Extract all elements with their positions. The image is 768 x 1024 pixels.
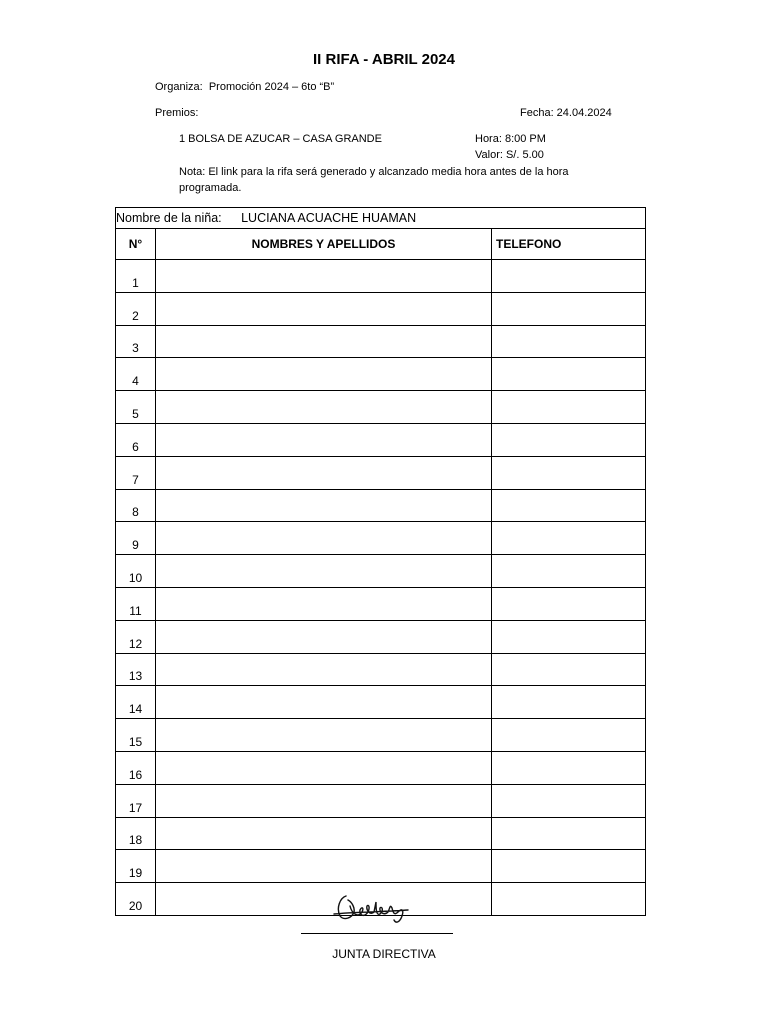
raffle-table: [115, 207, 646, 916]
premios-label: Premios:: [155, 107, 199, 119]
row-number: 1: [116, 260, 156, 293]
row-number: 5: [116, 391, 156, 424]
phone-entry-cell[interactable]: [492, 423, 646, 456]
table-row: [116, 784, 646, 817]
nota-text: Nota: El link para la rifa será generado y alcanzado media hora antes de la hora programada.: [179, 166, 569, 194]
table-row: [116, 719, 646, 752]
phone-entry-cell[interactable]: [492, 292, 646, 325]
table-row: [116, 260, 646, 293]
row-number: 11: [116, 587, 156, 620]
name-entry-cell[interactable]: [156, 653, 492, 686]
phone-entry-cell[interactable]: [492, 719, 646, 752]
table-row: [116, 751, 646, 784]
table-row: [116, 850, 646, 883]
row-number: 15: [116, 719, 156, 752]
phone-entry-cell[interactable]: [492, 817, 646, 850]
name-label: Nombre de la niña:: [116, 211, 222, 225]
phone-entry-cell[interactable]: [492, 587, 646, 620]
table-row: [116, 587, 646, 620]
table-row: [116, 686, 646, 719]
row-number: 10: [116, 555, 156, 588]
table-row: [116, 555, 646, 588]
header-number: N°: [116, 229, 156, 260]
phone-entry-cell[interactable]: [492, 358, 646, 391]
organiza-value: Promoción 2024 – 6to “B”: [208, 81, 335, 93]
row-number: 2: [116, 292, 156, 325]
premio-item: 1 BOLSA DE AZUCAR – CASA GRANDE: [179, 133, 382, 145]
name-entry-cell[interactable]: [156, 260, 492, 293]
name-entry-cell[interactable]: [156, 555, 492, 588]
row-number: 7: [116, 456, 156, 489]
phone-entry-cell[interactable]: [492, 522, 646, 555]
row-number: 14: [116, 686, 156, 719]
header-names: NOMBRES Y APELLIDOS: [156, 229, 492, 260]
row-number: 3: [116, 325, 156, 358]
organiza-line: [155, 81, 334, 93]
hora-text: Hora: 8:00 PM: [475, 133, 546, 145]
table-row: [116, 292, 646, 325]
row-number: 12: [116, 620, 156, 653]
table-row: [116, 456, 646, 489]
phone-entry-cell[interactable]: [492, 751, 646, 784]
row-number: 19: [116, 850, 156, 883]
name-entry-cell[interactable]: [156, 391, 492, 424]
table-row: [116, 391, 646, 424]
name-entry-cell[interactable]: [156, 850, 492, 883]
row-number: 8: [116, 489, 156, 522]
name-entry-cell[interactable]: [156, 719, 492, 752]
signature-label: JUNTA DIRECTIVA: [332, 947, 436, 961]
name-entry-cell[interactable]: [156, 489, 492, 522]
name-entry-cell[interactable]: [156, 292, 492, 325]
phone-entry-cell[interactable]: [492, 391, 646, 424]
row-number: 18: [116, 817, 156, 850]
signature-image: [332, 888, 412, 928]
table-row: [116, 653, 646, 686]
fecha-text: Fecha: 24.04.2024: [520, 107, 612, 119]
phone-entry-cell[interactable]: [492, 489, 646, 522]
name-value: LUCIANA ACUACHE HUAMAN: [241, 211, 417, 225]
row-number: 20: [116, 883, 156, 916]
phone-entry-cell[interactable]: [492, 456, 646, 489]
name-entry-cell[interactable]: [156, 784, 492, 817]
name-entry-cell[interactable]: [156, 620, 492, 653]
name-cell: [116, 208, 646, 229]
name-entry-cell[interactable]: [156, 751, 492, 784]
name-entry-cell[interactable]: [156, 325, 492, 358]
header-row: [116, 229, 646, 260]
table-row: [116, 620, 646, 653]
row-number: 16: [116, 751, 156, 784]
name-entry-cell[interactable]: [156, 423, 492, 456]
signature-line: [301, 933, 453, 934]
valor-text: Valor: S/. 5.00: [475, 149, 544, 161]
organiza-label: Organiza:: [155, 81, 203, 93]
table-row: [116, 325, 646, 358]
phone-entry-cell[interactable]: [492, 325, 646, 358]
header-phone: TELEFONO: [492, 229, 646, 260]
table-row: [116, 522, 646, 555]
row-number: 13: [116, 653, 156, 686]
phone-entry-cell[interactable]: [492, 555, 646, 588]
row-number: 4: [116, 358, 156, 391]
name-entry-cell[interactable]: [156, 587, 492, 620]
name-entry-cell[interactable]: [156, 522, 492, 555]
row-number: 6: [116, 423, 156, 456]
page-title: II RIFA - ABRIL 2024: [313, 51, 455, 68]
rows-body: [116, 260, 646, 916]
name-entry-cell[interactable]: [156, 358, 492, 391]
name-entry-cell[interactable]: [156, 456, 492, 489]
phone-entry-cell[interactable]: [492, 653, 646, 686]
row-number: 17: [116, 784, 156, 817]
name-entry-cell[interactable]: [156, 883, 492, 916]
table-row: [116, 423, 646, 456]
name-entry-cell[interactable]: [156, 817, 492, 850]
phone-entry-cell[interactable]: [492, 850, 646, 883]
table-row: [116, 489, 646, 522]
name-entry-cell[interactable]: [156, 686, 492, 719]
phone-entry-cell[interactable]: [492, 260, 646, 293]
table-row: [116, 358, 646, 391]
phone-entry-cell[interactable]: [492, 686, 646, 719]
table-row: [116, 817, 646, 850]
row-number: 9: [116, 522, 156, 555]
phone-entry-cell[interactable]: [492, 620, 646, 653]
name-row: [116, 208, 646, 229]
phone-entry-cell[interactable]: [492, 784, 646, 817]
phone-entry-cell[interactable]: [492, 883, 646, 916]
